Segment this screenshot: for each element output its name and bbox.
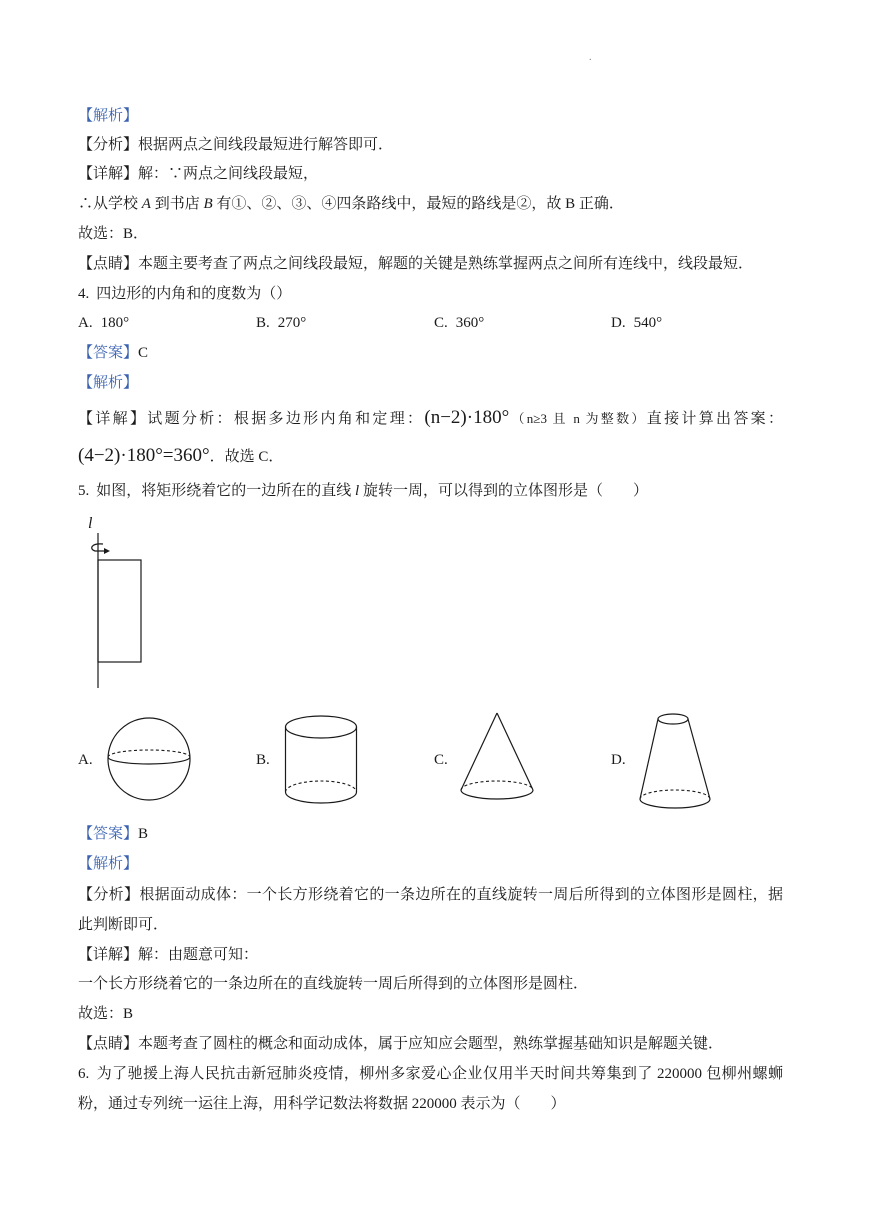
q5-answer	[78, 824, 148, 844]
axis-l-label: l	[355, 483, 360, 499]
cone-base-back	[461, 781, 533, 790]
q5-answer-value: B	[138, 826, 149, 842]
q5-analysis-tag: 【分析】	[78, 887, 140, 903]
q4-detail-conclusion: ．故选 C．	[209, 449, 284, 465]
q3-detail-line2	[78, 194, 624, 214]
axis-label: l	[88, 515, 93, 532]
sphere-equator-back	[108, 750, 190, 757]
option-text: 540°	[633, 315, 663, 331]
q3-analysis-heading: 【解析】	[78, 108, 139, 124]
q4-answer-tag: 【答案】	[78, 345, 139, 361]
q5-option-d-label: D.	[611, 752, 626, 768]
q6-stem-line1	[78, 1064, 783, 1084]
q4-stem-text: 四边形的内角和的度数为（）	[96, 286, 292, 302]
q3-analysis-tag: 【分析】	[78, 137, 139, 153]
sphere-icon	[104, 712, 194, 806]
q5-comment	[78, 1034, 723, 1054]
option-text: 180°	[100, 315, 130, 331]
cone-right-side	[497, 713, 533, 790]
option-label: A.	[78, 315, 93, 331]
option-text: 360°	[455, 315, 485, 331]
q5-option-a-label: A.	[78, 752, 93, 768]
q5-analysis-line2: 此判断即可．	[78, 917, 169, 933]
frustum-right-side	[688, 719, 710, 799]
cylinder-icon	[282, 710, 362, 808]
q4-stem	[78, 284, 291, 304]
sphere-equator-front	[108, 757, 190, 764]
rectangle-rotation-figure	[80, 508, 160, 693]
option-label: D.	[611, 315, 626, 331]
q4-detail-tag: 【详解】	[78, 411, 148, 427]
formula-angle-sum: (n−2)·180°	[424, 407, 510, 428]
rectangle-shape	[98, 560, 141, 662]
q3-comment-text: 本题主要考查了两点之间线段最短，解题的关键是熟练掌握两点之间所有连线中，线段最短．	[138, 256, 754, 272]
q4-analysis-heading: 【解析】	[78, 375, 139, 391]
q3-detail-line1	[78, 164, 318, 184]
rotation-arrowhead-icon	[104, 548, 110, 554]
point-a-label: A	[141, 196, 151, 212]
q5-option-c-label: C.	[434, 752, 448, 768]
frustum-icon	[636, 710, 716, 812]
q5-option-b-label: B.	[256, 752, 270, 768]
q5-analysis-line1	[78, 885, 783, 905]
q4-detail-text: 试题分析：根据多边形内角和定理：	[147, 411, 425, 427]
q5-comment-tag: 【点睛】	[78, 1036, 139, 1052]
cone-icon	[456, 708, 538, 804]
cylinder-bottom-front	[286, 792, 357, 803]
q3-analysis-text: 根据两点之间线段最短进行解答即可．	[138, 137, 394, 153]
q5-detail-line1	[78, 945, 258, 965]
q4-detail-line2	[78, 443, 283, 469]
q4-option-b	[256, 313, 306, 333]
q4-option-d	[611, 313, 662, 333]
q5-stem-part: 旋转一周，可以得到的立体图形是（ ）	[359, 483, 648, 499]
q3-detail-part: 有①、②、③、④四条路线中，最短的路线是②，故 B 正确．	[212, 196, 624, 212]
q5-answer-tag: 【答案】	[78, 826, 139, 842]
option-label: B.	[256, 315, 270, 331]
q5-detail-tag: 【详解】	[78, 947, 139, 963]
q3-detail-part: 到书店	[150, 196, 204, 212]
q3-detail-part: ∴从学校	[78, 196, 142, 212]
q4-number: 4.	[78, 286, 90, 302]
q5-number: 5.	[78, 483, 90, 499]
q5-stem-part: 如图，将矩形绕着它的一边所在的直线	[96, 483, 356, 499]
q5-detail-line2: 一个长方形绕着它的一条边所在的直线旋转一周后所得到的立体图形是圆柱．	[78, 976, 589, 992]
q5-analysis-heading: 【解析】	[78, 856, 139, 872]
q4-detail-line1	[78, 405, 783, 431]
q3-detail-tag: 【详解】	[78, 166, 139, 182]
frustum-bottom-front	[640, 799, 710, 808]
q4-detail-text: 直接计算出答案：	[646, 411, 783, 427]
q5-analysis-text: 根据面动成体：一个长方形绕着它的一条边所在的直线旋转一周后所得到的立体图形是圆柱，据	[139, 887, 783, 903]
q6-stem-line2: 粉，通过专列统一运往上海，用科学记数法将数据 220000 表示为（ ）	[78, 1096, 566, 1112]
q3-comment	[78, 254, 753, 274]
q6-stem-text: 为了驰援上海人民抗击新冠肺炎疫情，柳州多家爱心企业仅用半天时间共筹集到了 220000 包柳州螺蛳	[96, 1066, 783, 1082]
q6-number: 6.	[78, 1066, 90, 1082]
frustum-left-side	[640, 719, 658, 799]
cylinder-bottom-back	[286, 781, 357, 792]
option-label: C.	[434, 315, 448, 331]
q4-option-a	[78, 313, 129, 333]
q5-stem	[78, 481, 648, 501]
q5-detail-text: 解：由题意可知：	[138, 947, 259, 963]
q4-answer	[78, 343, 148, 363]
cone-base-front	[461, 790, 533, 799]
q4-answer-value: C	[138, 345, 149, 361]
q3-detail-text: 解：∵两点之间线段最短，	[138, 166, 319, 182]
point-b-label: B	[203, 196, 213, 212]
q4-detail-condition: （n≥3 且 n 为整数）	[509, 411, 647, 426]
q5-comment-text: 本题考查了圆柱的概念和面动成体，属于应知应会题型，熟练掌握基础知识是解题关键．	[138, 1036, 724, 1052]
cylinder-top	[286, 716, 357, 738]
frustum-bottom-back	[640, 790, 710, 799]
page-mark: .	[589, 52, 592, 63]
q3-comment-tag: 【点睛】	[78, 256, 139, 272]
sphere-outline	[108, 718, 190, 800]
frustum-top	[658, 714, 688, 724]
option-text: 270°	[277, 315, 307, 331]
formula-quadrilateral: (4−2)·180°=360°	[78, 445, 210, 466]
q3-analysis	[78, 135, 393, 155]
q4-option-c	[434, 313, 484, 333]
cone-left-side	[461, 713, 497, 790]
q3-detail-line3: 故选：B．	[78, 226, 149, 242]
q5-detail-line3: 故选：B	[78, 1006, 134, 1022]
